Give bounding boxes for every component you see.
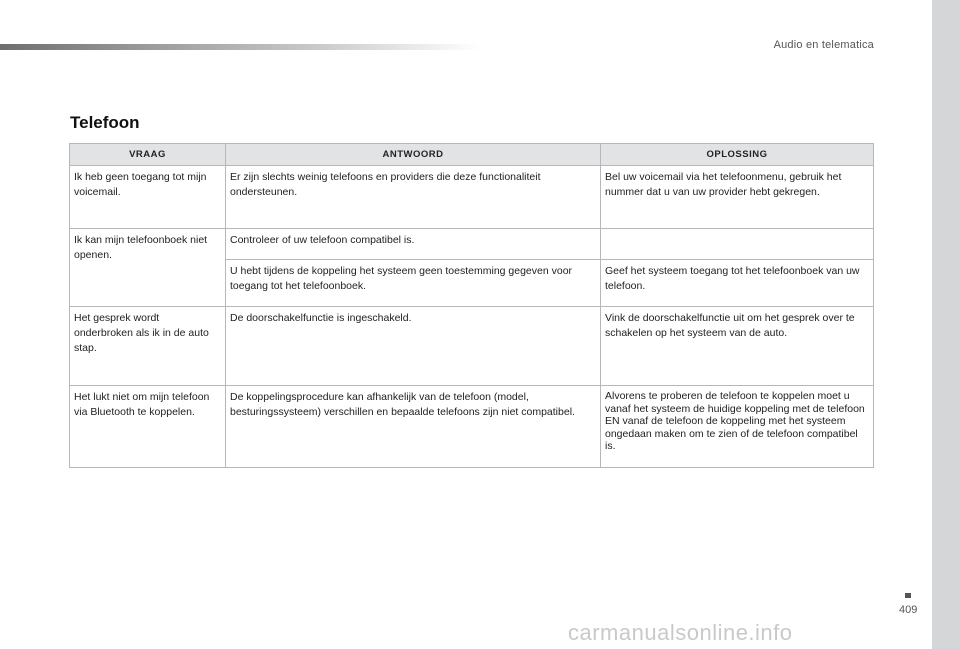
table-row	[70, 307, 874, 386]
header-gradient-bar	[0, 44, 480, 50]
solution-cell: Bel uw voicemail via het telefoonmenu, gebruik het nummer dat u van uw provider hebt gekregen.	[601, 166, 874, 229]
column-header-question: VRAAG	[70, 144, 226, 166]
page-number: 409	[899, 604, 918, 616]
question-cell: Het lukt niet om mijn telefoon via Bluetooth te koppelen.	[70, 386, 226, 468]
table-row	[70, 386, 874, 468]
solution-cell: Alvorens te proberen de telefoon te koppelen moet u vanaf het systeem de huidige koppeling met de telefoon EN vanaf de telefoon de koppeling met het systeem ongedaan maken om te zien of de telefoon compatibel is.	[601, 386, 874, 468]
solution-cell	[601, 229, 874, 260]
troubleshooting-table	[69, 143, 874, 468]
answer-cell: De doorschakelfunctie is ingeschakeld.	[226, 307, 601, 386]
answer-cell: Er zijn slechts weinig telefoons en providers die deze functionaliteit ondersteunen.	[226, 166, 601, 229]
answer-cell: Controleer of uw telefoon compatibel is.	[226, 229, 601, 260]
table-header-row	[70, 144, 874, 166]
page-sidebar	[932, 0, 960, 649]
page-marker	[905, 593, 911, 598]
solution-cell: Vink de doorschakelfunctie uit om het gesprek over te schakelen op het systeem van de auto.	[601, 307, 874, 386]
question-cell: Ik kan mijn telefoonboek niet openen.	[70, 229, 226, 307]
watermark: carmanualsonline.info	[568, 620, 793, 645]
solution-cell: Geef het systeem toegang tot het telefoonboek van uw telefoon.	[601, 260, 874, 307]
question-cell: Ik heb geen toegang tot mijn voicemail.	[70, 166, 226, 229]
question-cell: Het gesprek wordt onderbroken als ik in de auto stap.	[70, 307, 226, 386]
table-row	[70, 166, 874, 229]
column-header-solution: OPLOSSING	[601, 144, 874, 166]
answer-cell: De koppelingsprocedure kan afhankelijk van de telefoon (model, besturingssysteem) verschillen en bepaalde telefoons zijn niet compatibel.	[226, 386, 601, 468]
answer-cell: U hebt tijdens de koppeling het systeem geen toestemming gegeven voor toegang tot het telefoonboek.	[226, 260, 601, 307]
page-title: Telefoon	[70, 113, 140, 132]
table-row	[70, 229, 874, 260]
column-header-answer: ANTWOORD	[226, 144, 601, 166]
section-title: Audio en telematica	[773, 39, 874, 51]
